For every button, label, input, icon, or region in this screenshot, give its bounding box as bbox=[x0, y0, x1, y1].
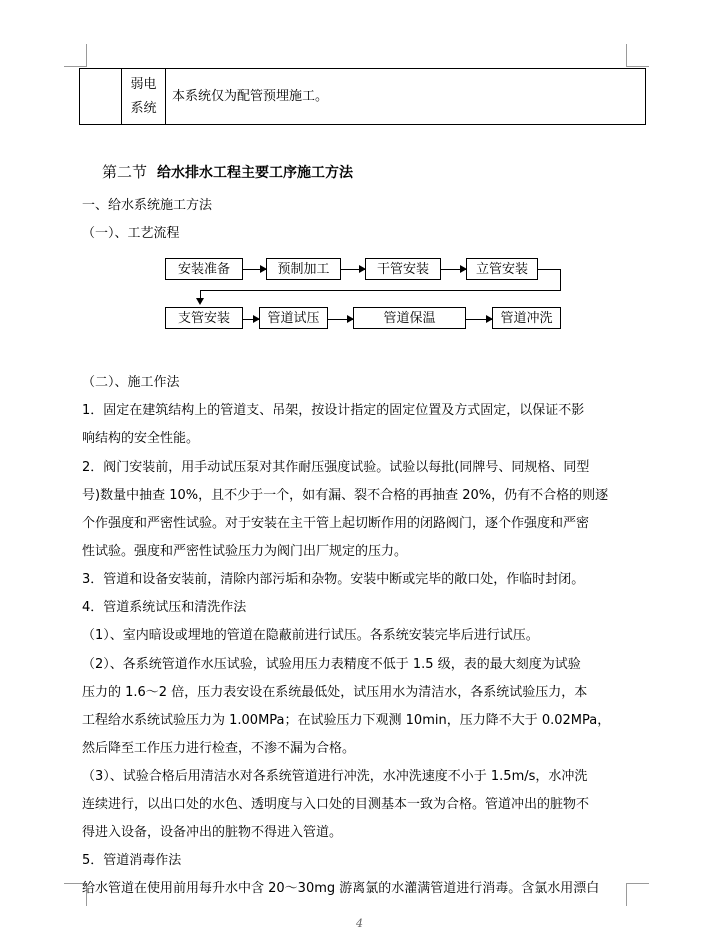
flow-arrow-2 bbox=[341, 269, 365, 270]
flow-arrow-5 bbox=[243, 319, 259, 320]
crop-mark-bottom-right bbox=[626, 883, 649, 906]
heading-water-supply: 一、给水系统施工方法 bbox=[82, 198, 213, 213]
flow-arrow-6 bbox=[328, 319, 353, 320]
system-table bbox=[79, 68, 646, 125]
page-number: 4 bbox=[356, 917, 363, 930]
body-line-13: 然后降至工作压力进行检查，不渗不漏为合格。 bbox=[82, 741, 356, 756]
body-line-18: 给水管道在使用前用每升水中含 20～30mg 游离氯的水灌满管道进行消毒。含氯水用漂白 bbox=[82, 881, 600, 896]
flow-step-8: 管道冲洗 bbox=[492, 307, 561, 329]
crop-mark-top-left bbox=[64, 44, 87, 67]
section-heading bbox=[102, 163, 353, 182]
flow-step-5: 支管安装 bbox=[165, 307, 243, 329]
heading-construction: （二）、施工作法 bbox=[82, 375, 180, 390]
table-row bbox=[80, 69, 646, 125]
crop-mark-top-right bbox=[626, 44, 649, 67]
flow-step-1: 安装准备 bbox=[165, 258, 243, 280]
body-line-5: 个作强度和严密性试验。对于安装在主干管上起切断作用的闭路阀门，逐个作强度和严密 bbox=[82, 516, 590, 531]
heading-process-flow: （一）、工艺流程 bbox=[82, 226, 180, 241]
flow-step-4: 立管安装 bbox=[466, 258, 538, 280]
body-line-12: 工程给水系统试验压力为 1.00MPa；在试验压力下观测 10min，压力降不大于 0.02MPa， bbox=[82, 713, 611, 728]
body-line-11: 压力的 1.6～2 倍，压力表安设在系统最低处，试压用水为清洁水，各系统试验压力，本 bbox=[82, 685, 588, 700]
flow-connector-back bbox=[200, 290, 561, 291]
system-name-line1: 弱电 bbox=[130, 76, 157, 92]
body-line-7: 3．管道和设备安装前，清除内部污垢和杂物。安装中断或完毕的敞口处，作临时封闭。 bbox=[82, 572, 585, 587]
body-line-2: 响结构的安全性能。 bbox=[82, 431, 200, 446]
flow-step-6: 管道试压 bbox=[259, 307, 328, 329]
body-line-6: 性试验。强度和严密性试验压力为阀门出厂规定的压力。 bbox=[82, 544, 408, 559]
flow-step-3: 干管安装 bbox=[365, 258, 441, 280]
body-line-14: （3）、试验合格后用清洁水对各系统管道进行冲洗，水冲洗速度不小于 1.5m/s，水冲洗 bbox=[82, 769, 588, 784]
body-line-4: 号)数量中抽查 10%，且不少于一个，如有漏、裂不合格的再抽查 20%，仍有不合格的则逐 bbox=[82, 488, 609, 503]
flow-connector-right bbox=[538, 269, 561, 270]
table-cell-description: 本系统仅为配管预埋施工。 bbox=[166, 69, 646, 125]
flow-connector-down bbox=[560, 269, 561, 291]
flow-arrow-1 bbox=[243, 269, 266, 270]
flow-arrow-3 bbox=[441, 269, 466, 270]
body-line-9: （1）、室内暗设或埋地的管道在隐蔽前进行试压。各系统安装完毕后进行试压。 bbox=[82, 628, 539, 643]
flow-arrow-7 bbox=[466, 319, 492, 320]
body-line-16: 得进入设备，设备冲出的脏物不得进入管道。 bbox=[82, 825, 343, 840]
flow-arrowhead-down bbox=[196, 298, 204, 305]
body-line-3: 2．阀门安装前，用手动试压泵对其作耐压强度试验。试验以每批(同牌号、同规格、同型 bbox=[82, 460, 590, 475]
body-line-15: 连续进行，以出口处的水色、透明度与入口处的目测基本一致为合格。管道冲出的脏物不 bbox=[82, 797, 590, 812]
body-line-8: 4．管道系统试压和清洗作法 bbox=[82, 600, 247, 615]
body-line-1: 1．固定在建筑结构上的管道支、吊架，按设计指定的固定位置及方式固定，以保证不影 bbox=[82, 403, 585, 418]
flow-step-2: 预制加工 bbox=[266, 258, 341, 280]
section-number: 第二节 bbox=[102, 163, 148, 181]
section-title: 给水排水工程主要工序施工方法 bbox=[157, 165, 354, 181]
body-line-17: 5．管道消毒作法 bbox=[82, 853, 182, 868]
table-cell-system-name bbox=[122, 69, 166, 125]
table-cell-empty bbox=[80, 69, 122, 125]
system-name-line2: 系统 bbox=[130, 100, 157, 116]
body-line-10: （2）、各系统管道作水压试验，试验用压力表精度不低于 1.5 级，表的最大刻度为试验 bbox=[82, 657, 581, 672]
flow-step-7: 管道保温 bbox=[353, 307, 466, 329]
